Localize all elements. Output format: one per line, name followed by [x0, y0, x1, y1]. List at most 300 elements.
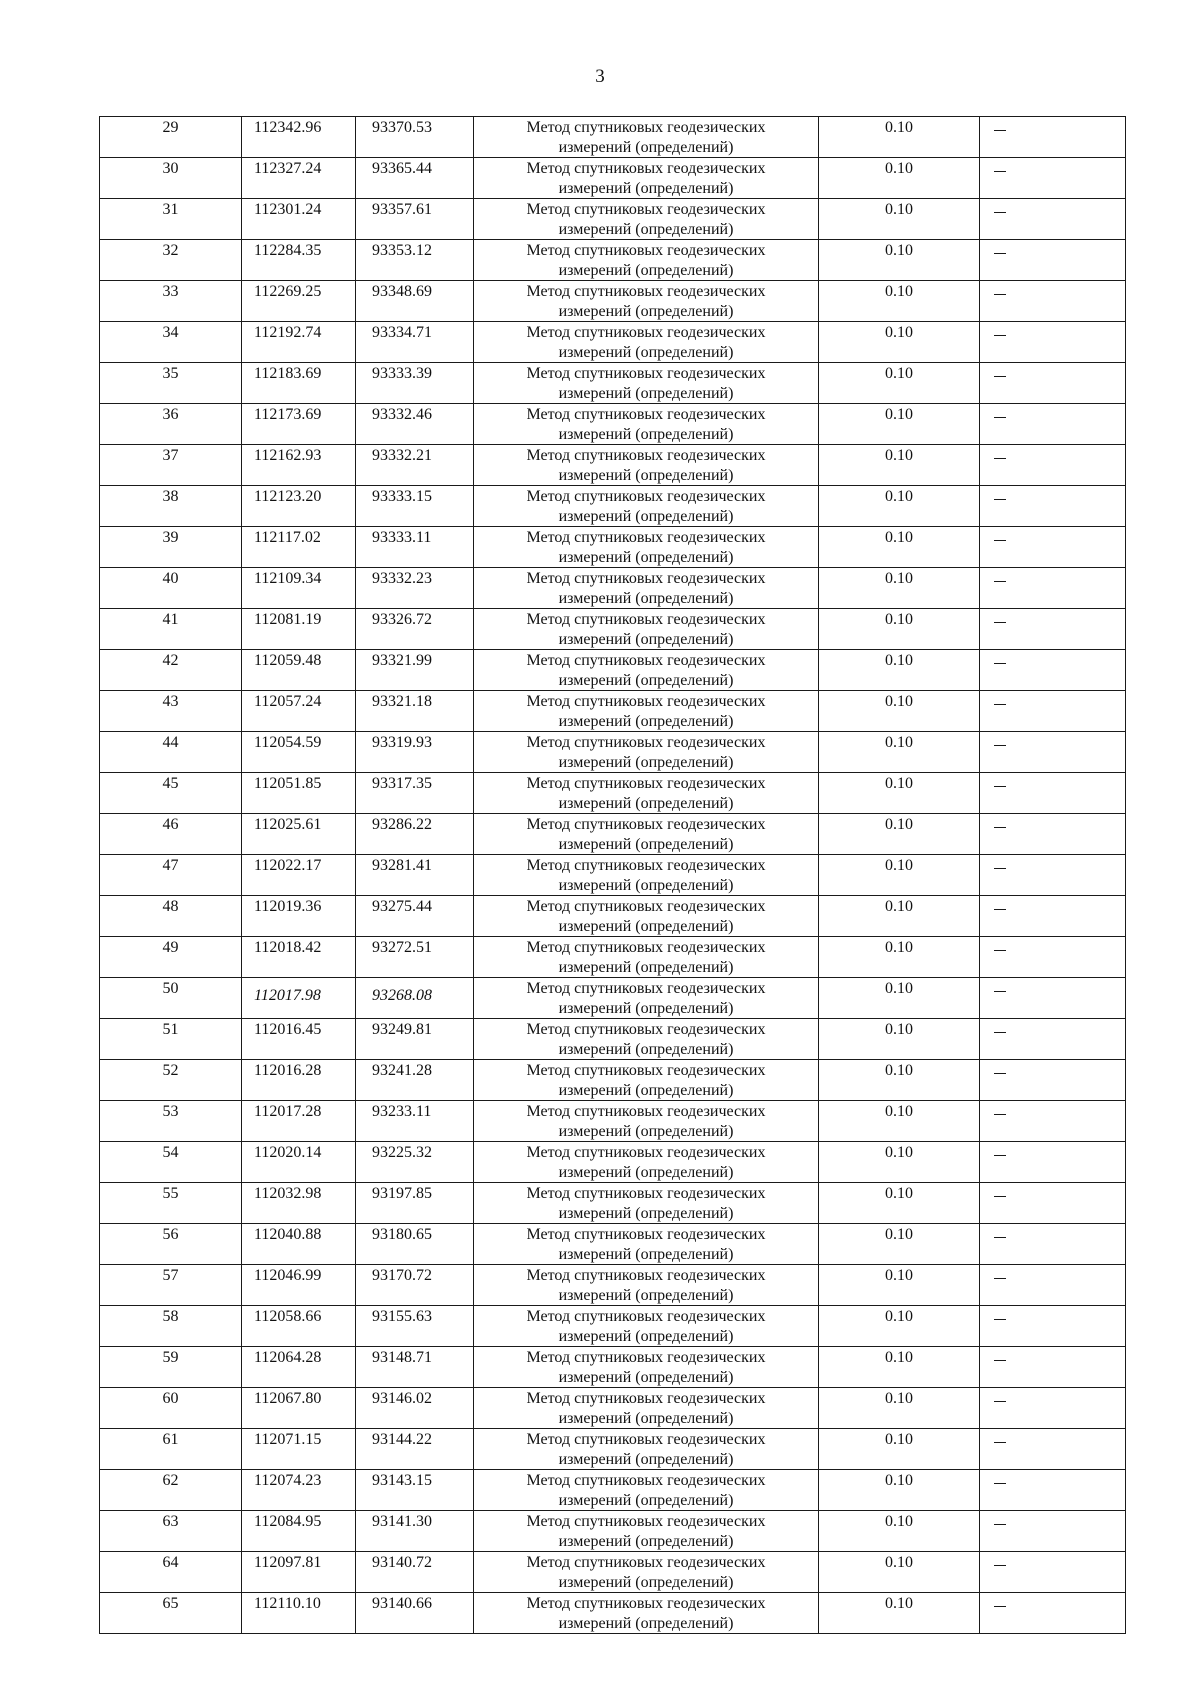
point-number: 48 — [162, 898, 179, 915]
description-cell — [980, 691, 1126, 732]
table-row — [100, 363, 1126, 404]
table-row — [100, 117, 1126, 158]
table-row — [100, 1101, 1126, 1142]
y-coordinate-cell — [356, 1142, 474, 1183]
y-coordinate-cell — [356, 199, 474, 240]
x-coordinate: 112025.61 — [254, 816, 322, 833]
method-line-2: измерений (определений) — [558, 262, 734, 279]
y-coordinate: 93180.65 — [372, 1226, 432, 1243]
accuracy-cell — [819, 281, 980, 322]
point-number: 59 — [162, 1349, 179, 1366]
y-coordinate: 93365.44 — [372, 160, 432, 177]
x-coordinate: 112284.35 — [254, 242, 322, 259]
x-coordinate-cell — [242, 814, 356, 855]
accuracy-cell — [819, 1142, 980, 1183]
description-cell — [980, 1142, 1126, 1183]
method-line-2: измерений (определений) — [558, 713, 734, 730]
table-row — [100, 1347, 1126, 1388]
y-coordinate: 93286.22 — [372, 816, 432, 833]
x-coordinate-cell — [242, 609, 356, 650]
y-coordinate-cell — [356, 322, 474, 363]
x-coordinate-cell — [242, 732, 356, 773]
point-number: 39 — [162, 529, 179, 546]
dash-mark — [994, 1032, 1006, 1033]
dash-mark — [994, 991, 1006, 992]
description-cell — [980, 568, 1126, 609]
table-row — [100, 1429, 1126, 1470]
method-cell — [474, 568, 819, 609]
method-line-2: измерений (определений) — [558, 1410, 734, 1427]
method-line-1: Метод спутниковых геодезических — [526, 324, 766, 341]
coordinates-table-body — [100, 117, 1126, 1634]
method-line-2: измерений (определений) — [558, 385, 734, 402]
x-coordinate-cell — [242, 1060, 356, 1101]
y-coordinate-cell — [356, 855, 474, 896]
method-line-2: измерений (определений) — [558, 344, 734, 361]
x-coordinate-cell — [242, 527, 356, 568]
y-coordinate-cell — [356, 1060, 474, 1101]
y-coordinate-cell — [356, 650, 474, 691]
x-coordinate-cell — [242, 896, 356, 937]
y-coordinate: 93348.69 — [372, 283, 432, 300]
method-cell — [474, 1224, 819, 1265]
y-coordinate-cell — [356, 240, 474, 281]
accuracy-cell — [819, 1470, 980, 1511]
method-cell — [474, 609, 819, 650]
description-cell — [980, 1183, 1126, 1224]
description-cell — [980, 896, 1126, 937]
point-number: 35 — [162, 365, 179, 382]
method-line-2: измерений (определений) — [558, 795, 734, 812]
accuracy-value: 0.10 — [885, 242, 913, 259]
accuracy-cell — [819, 363, 980, 404]
dash-mark — [994, 1483, 1006, 1484]
accuracy-value: 0.10 — [885, 652, 913, 669]
method-cell — [474, 486, 819, 527]
method-line-1: Метод спутниковых геодезических — [526, 1349, 766, 1366]
method-line-1: Метод спутниковых геодезических — [526, 570, 766, 587]
description-cell — [980, 978, 1126, 1019]
point-number: 33 — [162, 283, 179, 300]
description-cell — [980, 117, 1126, 158]
accuracy-cell — [819, 322, 980, 363]
accuracy-cell — [819, 896, 980, 937]
y-coordinate: 93334.71 — [372, 324, 432, 341]
method-line-2: измерений (определений) — [558, 1533, 734, 1550]
method-line-1: Метод спутниковых геодезических — [526, 1267, 766, 1284]
method-line-1: Метод спутниковых геодезических — [526, 1226, 766, 1243]
description-cell — [980, 937, 1126, 978]
x-coordinate: 112046.99 — [254, 1267, 322, 1284]
x-coordinate: 112019.36 — [254, 898, 322, 915]
x-coordinate: 112067.80 — [254, 1390, 322, 1407]
x-coordinate: 112057.24 — [254, 693, 322, 710]
dash-mark — [994, 1237, 1006, 1238]
accuracy-value: 0.10 — [885, 488, 913, 505]
point-number-cell — [100, 1060, 242, 1101]
method-cell — [474, 1183, 819, 1224]
accuracy-value: 0.10 — [885, 1267, 913, 1284]
y-coordinate-cell — [356, 1306, 474, 1347]
method-line-1: Метод спутниковых геодезических — [526, 775, 766, 792]
description-cell — [980, 814, 1126, 855]
point-number-cell — [100, 978, 242, 1019]
method-line-1: Метод спутниковых геодезических — [526, 406, 766, 423]
method-line-2: измерений (определений) — [558, 1082, 734, 1099]
point-number-cell — [100, 691, 242, 732]
table-row — [100, 240, 1126, 281]
y-coordinate: 93140.66 — [372, 1595, 432, 1612]
method-line-1: Метод спутниковых геодезических — [526, 611, 766, 628]
x-coordinate-cell — [242, 486, 356, 527]
y-coordinate: 93319.93 — [372, 734, 432, 751]
x-coordinate-cell — [242, 1593, 356, 1634]
accuracy-value: 0.10 — [885, 1595, 913, 1612]
description-cell — [980, 1388, 1126, 1429]
method-cell — [474, 1306, 819, 1347]
method-cell — [474, 527, 819, 568]
point-number-cell — [100, 486, 242, 527]
table-row — [100, 1306, 1126, 1347]
y-coordinate: 93353.12 — [372, 242, 432, 259]
accuracy-cell — [819, 1347, 980, 1388]
point-number: 62 — [162, 1472, 179, 1489]
method-line-1: Метод спутниковых геодезических — [526, 652, 766, 669]
point-number-cell — [100, 1429, 242, 1470]
accuracy-cell — [819, 691, 980, 732]
table-row — [100, 322, 1126, 363]
table-row — [100, 814, 1126, 855]
point-number: 41 — [162, 611, 179, 628]
point-number: 65 — [162, 1595, 179, 1612]
x-coordinate-cell — [242, 1142, 356, 1183]
x-coordinate-cell — [242, 691, 356, 732]
method-line-1: Метод спутниковых геодезических — [526, 816, 766, 833]
point-number: 60 — [162, 1390, 179, 1407]
dash-mark — [994, 827, 1006, 828]
y-coordinate: 93144.22 — [372, 1431, 432, 1448]
table-row — [100, 281, 1126, 322]
x-coordinate: 112081.19 — [254, 611, 322, 628]
point-number: 38 — [162, 488, 179, 505]
point-number-cell — [100, 445, 242, 486]
x-coordinate: 112054.59 — [254, 734, 322, 751]
accuracy-value: 0.10 — [885, 734, 913, 751]
x-coordinate-cell — [242, 773, 356, 814]
x-coordinate: 112109.34 — [254, 570, 322, 587]
table-row — [100, 855, 1126, 896]
y-coordinate-cell — [356, 1593, 474, 1634]
accuracy-value: 0.10 — [885, 1103, 913, 1120]
dash-mark — [994, 1073, 1006, 1074]
y-coordinate: 93333.39 — [372, 365, 432, 382]
y-coordinate-cell — [356, 486, 474, 527]
y-coordinate-cell — [356, 281, 474, 322]
method-line-2: измерений (определений) — [558, 1615, 734, 1632]
description-cell — [980, 1019, 1126, 1060]
accuracy-value: 0.10 — [885, 898, 913, 915]
method-cell — [474, 1429, 819, 1470]
accuracy-cell — [819, 1552, 980, 1593]
x-coordinate: 112183.69 — [254, 365, 322, 382]
y-coordinate: 93321.99 — [372, 652, 432, 669]
accuracy-cell — [819, 199, 980, 240]
method-line-2: измерений (определений) — [558, 1287, 734, 1304]
accuracy-value: 0.10 — [885, 160, 913, 177]
dash-mark — [994, 1524, 1006, 1525]
accuracy-cell — [819, 855, 980, 896]
x-coordinate-cell — [242, 1552, 356, 1593]
method-line-2: измерений (определений) — [558, 1000, 734, 1017]
y-coordinate: 93155.63 — [372, 1308, 432, 1325]
method-line-2: измерений (определений) — [558, 918, 734, 935]
point-number: 50 — [162, 980, 179, 997]
method-line-2: измерений (определений) — [558, 221, 734, 238]
method-line-1: Метод спутниковых геодезических — [526, 1390, 766, 1407]
y-coordinate: 93332.21 — [372, 447, 432, 464]
method-cell — [474, 445, 819, 486]
method-line-1: Метод спутниковых геодезических — [526, 857, 766, 874]
accuracy-value: 0.10 — [885, 1349, 913, 1366]
method-line-1: Метод спутниковых геодезических — [526, 160, 766, 177]
method-line-2: измерений (определений) — [558, 139, 734, 156]
accuracy-value: 0.10 — [885, 283, 913, 300]
accuracy-value: 0.10 — [885, 529, 913, 546]
method-cell — [474, 1347, 819, 1388]
accuracy-cell — [819, 732, 980, 773]
method-line-2: измерений (определений) — [558, 303, 734, 320]
method-cell — [474, 814, 819, 855]
method-line-1: Метод спутниковых геодезических — [526, 1554, 766, 1571]
accuracy-cell — [819, 1306, 980, 1347]
dash-mark — [994, 212, 1006, 213]
method-line-2: измерений (определений) — [558, 877, 734, 894]
point-number: 61 — [162, 1431, 179, 1448]
x-coordinate: 112058.66 — [254, 1308, 322, 1325]
table-row — [100, 937, 1126, 978]
method-line-1: Метод спутниковых геодезических — [526, 201, 766, 218]
x-coordinate: 112064.28 — [254, 1349, 322, 1366]
method-cell — [474, 1593, 819, 1634]
point-number: 58 — [162, 1308, 179, 1325]
y-coordinate: 93332.46 — [372, 406, 432, 423]
x-coordinate-cell — [242, 1101, 356, 1142]
y-coordinate-cell — [356, 363, 474, 404]
point-number: 45 — [162, 775, 179, 792]
method-cell — [474, 732, 819, 773]
method-line-2: измерений (определений) — [558, 1164, 734, 1181]
point-number-cell — [100, 1347, 242, 1388]
description-cell — [980, 445, 1126, 486]
table-row — [100, 978, 1126, 1019]
point-number-cell — [100, 650, 242, 691]
table-row — [100, 773, 1126, 814]
point-number: 52 — [162, 1062, 179, 1079]
y-coordinate-cell — [356, 732, 474, 773]
x-coordinate: 112269.25 — [254, 283, 322, 300]
accuracy-cell — [819, 1429, 980, 1470]
accuracy-value: 0.10 — [885, 1144, 913, 1161]
y-coordinate-cell — [356, 158, 474, 199]
point-number-cell — [100, 1306, 242, 1347]
accuracy-cell — [819, 937, 980, 978]
description-cell — [980, 1593, 1126, 1634]
dash-mark — [994, 663, 1006, 664]
accuracy-value: 0.10 — [885, 1390, 913, 1407]
accuracy-value: 0.10 — [885, 406, 913, 423]
x-coordinate: 112020.14 — [254, 1144, 322, 1161]
method-line-2: измерений (определений) — [558, 754, 734, 771]
table-row — [100, 1388, 1126, 1429]
method-cell — [474, 1470, 819, 1511]
table-row — [100, 609, 1126, 650]
x-coordinate: 112192.74 — [254, 324, 322, 341]
y-coordinate-cell — [356, 1347, 474, 1388]
point-number-cell — [100, 855, 242, 896]
x-coordinate-cell — [242, 1511, 356, 1552]
y-coordinate-cell — [356, 1101, 474, 1142]
x-coordinate-cell — [242, 1347, 356, 1388]
point-number-cell — [100, 281, 242, 322]
point-number: 57 — [162, 1267, 179, 1284]
method-cell — [474, 1511, 819, 1552]
method-line-1: Метод спутниковых геодезических — [526, 1103, 766, 1120]
y-coordinate-cell — [356, 1470, 474, 1511]
x-coordinate-cell — [242, 568, 356, 609]
accuracy-value: 0.10 — [885, 775, 913, 792]
method-line-1: Метод спутниковых геодезических — [526, 488, 766, 505]
dash-mark — [994, 1155, 1006, 1156]
dash-mark — [994, 745, 1006, 746]
accuracy-cell — [819, 1060, 980, 1101]
point-number-cell — [100, 1470, 242, 1511]
method-cell — [474, 1552, 819, 1593]
accuracy-cell — [819, 486, 980, 527]
x-coordinate: 112084.95 — [254, 1513, 322, 1530]
accuracy-cell — [819, 1265, 980, 1306]
description-cell — [980, 281, 1126, 322]
table-row — [100, 691, 1126, 732]
accuracy-value: 0.10 — [885, 1472, 913, 1489]
description-cell — [980, 773, 1126, 814]
dash-mark — [994, 294, 1006, 295]
method-line-2: измерений (определений) — [558, 1205, 734, 1222]
point-number: 42 — [162, 652, 179, 669]
dash-mark — [994, 1606, 1006, 1607]
point-number-cell — [100, 609, 242, 650]
method-line-1: Метод спутниковых геодезических — [526, 1144, 766, 1161]
point-number-cell — [100, 1224, 242, 1265]
x-coordinate-cell — [242, 322, 356, 363]
accuracy-value: 0.10 — [885, 939, 913, 956]
dash-mark — [994, 1565, 1006, 1566]
point-number: 36 — [162, 406, 179, 423]
table-row — [100, 1142, 1126, 1183]
method-line-1: Метод спутниковых геодезических — [526, 1021, 766, 1038]
accuracy-value: 0.10 — [885, 1431, 913, 1448]
method-line-1: Метод спутниковых геодезических — [526, 1513, 766, 1530]
x-coordinate-cell — [242, 117, 356, 158]
dash-mark — [994, 335, 1006, 336]
y-coordinate-cell — [356, 1388, 474, 1429]
x-coordinate: 112051.85 — [254, 775, 322, 792]
description-cell — [980, 1060, 1126, 1101]
dash-mark — [994, 130, 1006, 131]
method-line-2: измерений (определений) — [558, 549, 734, 566]
accuracy-value: 0.10 — [885, 816, 913, 833]
table-row — [100, 199, 1126, 240]
point-number-cell — [100, 1552, 242, 1593]
y-coordinate-cell — [356, 1224, 474, 1265]
description-cell — [980, 1265, 1126, 1306]
method-line-2: измерений (определений) — [558, 180, 734, 197]
method-line-1: Метод спутниковых геодезических — [526, 1062, 766, 1079]
dash-mark — [994, 950, 1006, 951]
method-line-1: Метод спутниковых геодезических — [526, 939, 766, 956]
method-line-1: Метод спутниковых геодезических — [526, 1595, 766, 1612]
point-number: 40 — [162, 570, 179, 587]
x-coordinate-cell — [242, 445, 356, 486]
method-cell — [474, 773, 819, 814]
y-coordinate-cell — [356, 117, 474, 158]
dash-mark — [994, 499, 1006, 500]
x-coordinate-cell — [242, 937, 356, 978]
dash-mark — [994, 1196, 1006, 1197]
accuracy-value: 0.10 — [885, 611, 913, 628]
table-row — [100, 1511, 1126, 1552]
point-number: 49 — [162, 939, 179, 956]
accuracy-value: 0.10 — [885, 1308, 913, 1325]
y-coordinate: 93170.72 — [372, 1267, 432, 1284]
y-coordinate-cell — [356, 691, 474, 732]
table-row — [100, 1470, 1126, 1511]
accuracy-value: 0.10 — [885, 1513, 913, 1530]
x-coordinate-cell — [242, 1265, 356, 1306]
accuracy-value: 0.10 — [885, 1185, 913, 1202]
point-number-cell — [100, 814, 242, 855]
dash-mark — [994, 540, 1006, 541]
description-cell — [980, 1224, 1126, 1265]
x-coordinate-cell — [242, 650, 356, 691]
description-cell — [980, 404, 1126, 445]
y-coordinate-cell — [356, 814, 474, 855]
dash-mark — [994, 253, 1006, 254]
accuracy-value: 0.10 — [885, 570, 913, 587]
table-row — [100, 527, 1126, 568]
x-coordinate-cell — [242, 1183, 356, 1224]
x-coordinate: 112017.28 — [254, 1103, 322, 1120]
y-coordinate-cell — [356, 527, 474, 568]
x-coordinate-cell — [242, 404, 356, 445]
method-cell — [474, 691, 819, 732]
description-cell — [980, 650, 1126, 691]
point-number: 63 — [162, 1513, 179, 1530]
method-line-1: Метод спутниковых геодезических — [526, 1472, 766, 1489]
x-coordinate: 112017.98 — [254, 987, 321, 1004]
x-coordinate: 112117.02 — [254, 529, 321, 546]
table-row — [100, 1224, 1126, 1265]
method-line-2: измерений (определений) — [558, 467, 734, 484]
point-number-cell — [100, 1142, 242, 1183]
y-coordinate: 93332.23 — [372, 570, 432, 587]
description-cell — [980, 855, 1126, 896]
method-cell — [474, 404, 819, 445]
y-coordinate-cell — [356, 1429, 474, 1470]
point-number-cell — [100, 568, 242, 609]
x-coordinate: 112074.23 — [254, 1472, 322, 1489]
description-cell — [980, 199, 1126, 240]
y-coordinate-cell — [356, 896, 474, 937]
